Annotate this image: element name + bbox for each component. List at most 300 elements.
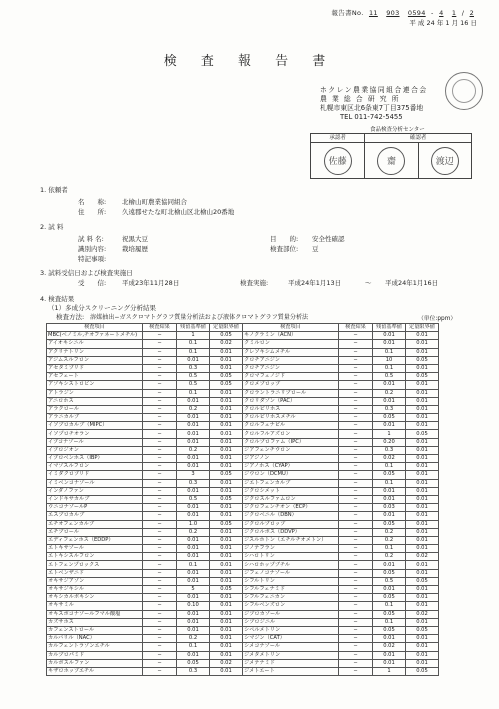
organization-block	[320, 86, 428, 122]
cell-item: クロルフルアズロン	[243, 430, 339, 438]
cell-quantitation-limit: 0.05	[210, 373, 243, 381]
cell-item: ジアノホス（CYAP）	[243, 463, 339, 471]
cell-result: −	[339, 364, 373, 372]
table-row	[243, 479, 439, 487]
cell-item: イプロベンホス（IBP）	[47, 455, 143, 463]
column-header-item: 検査項目	[47, 324, 143, 332]
cell-residue-standard: 1	[373, 667, 406, 675]
cell-item: オキサミル	[47, 602, 143, 610]
table-row	[47, 618, 243, 626]
cell-quantitation-limit: 0.01	[406, 569, 439, 577]
cell-residue-standard: 0.5	[373, 373, 406, 381]
cell-item: アセフェート	[47, 373, 143, 381]
cell-item: カルフェントラゾンエチル	[47, 643, 143, 651]
institute-name: 農 業 総 合 研 究 所	[320, 95, 401, 103]
table-header-row	[243, 324, 439, 332]
table-header-row	[47, 324, 243, 332]
cell-quantitation-limit: 0.01	[406, 618, 439, 626]
table-row	[243, 438, 439, 446]
cell-item: キノクラミン（ACN）	[243, 332, 339, 340]
cell-residue-standard: 0.2	[373, 536, 406, 544]
cell-item: MBC(ベノミル,チオファネートメチル)	[47, 332, 143, 340]
table-row	[47, 659, 243, 667]
approval-box	[310, 133, 472, 179]
cell-quantitation-limit: 0.01	[210, 626, 243, 634]
cell-result: −	[339, 569, 373, 577]
table-row	[47, 430, 243, 438]
table-row	[47, 667, 243, 675]
cell-quantitation-limit: 0.01	[406, 512, 439, 520]
cell-item: エディフェンホス（EDDP）	[47, 536, 143, 544]
cell-result: −	[143, 479, 177, 487]
cell-quantitation-limit: 0.01	[210, 536, 243, 544]
results-table-right	[242, 323, 439, 676]
cell-residue-standard: 0.1	[177, 348, 210, 356]
table-row	[243, 471, 439, 479]
cell-result: −	[339, 545, 373, 553]
cell-result: −	[339, 463, 373, 471]
cell-item: シフルフェナミド	[243, 586, 339, 594]
table-row	[243, 364, 439, 372]
special-notes-label: 特記事項:	[78, 255, 107, 263]
cell-item: ジプロカゾール	[243, 610, 339, 618]
cell-quantitation-limit: 0.05	[210, 495, 243, 503]
cell-residue-standard: 1.0	[177, 520, 210, 528]
table-row	[47, 414, 243, 422]
cell-residue-standard: 0.02	[373, 455, 406, 463]
cell-item: オキサジキシル	[47, 586, 143, 594]
cell-item: ジノテフラン	[243, 545, 339, 553]
cell-item: ウニコナゾールP	[47, 504, 143, 512]
cell-result: −	[143, 446, 177, 454]
cell-result: −	[339, 471, 373, 479]
cell-residue-standard: 0.01	[373, 635, 406, 643]
cell-residue-standard: 0.01	[177, 356, 210, 364]
cell-item: イプコナゾール	[47, 438, 143, 446]
cell-quantitation-limit: 0.02	[210, 340, 243, 348]
cell-residue-standard: 0.01	[373, 397, 406, 405]
cell-quantitation-limit: 0.01	[406, 643, 439, 651]
table-row	[243, 446, 439, 454]
cell-quantitation-limit: 0.01	[210, 348, 243, 356]
column-header-quantitation-limit: 定量限界値	[210, 324, 243, 332]
cell-result: −	[143, 471, 177, 479]
table-row	[47, 373, 243, 381]
table-row	[243, 651, 439, 659]
execution-from: 平成24年1月13日	[288, 279, 342, 287]
cell-item: カルボスルファン	[47, 659, 143, 667]
cell-quantitation-limit: 0.01	[210, 504, 243, 512]
organization-name: ホクレン農業協同組合連合会	[320, 86, 428, 94]
report-number-part: 0594	[407, 9, 426, 17]
cell-result: −	[339, 659, 373, 667]
report-number	[332, 8, 478, 17]
cell-quantitation-limit: 0.01	[406, 561, 439, 569]
checker-header: 確認者	[364, 134, 471, 143]
cell-residue-standard: 0.3	[177, 479, 210, 487]
cell-quantitation-limit: 0.01	[210, 446, 243, 454]
inspection-part-value: 豆	[312, 245, 319, 253]
cell-item: ジメトエート	[243, 667, 339, 675]
cell-quantitation-limit: 0.02	[210, 659, 243, 667]
cell-result: −	[143, 397, 177, 405]
cell-residue-standard: 0.01	[177, 651, 210, 659]
cell-residue-standard: 5	[177, 586, 210, 594]
cell-item: クロリダゾン（PAC）	[243, 397, 339, 405]
cell-residue-standard: 0.01	[177, 455, 210, 463]
cell-item: キザロホップエチル	[47, 667, 143, 675]
cell-item: イミベンコナゾール	[47, 479, 143, 487]
cell-quantitation-limit: 0.01	[406, 463, 439, 471]
cell-item: シハロトリン	[243, 553, 339, 561]
cell-item: クロチアニジン	[243, 356, 339, 364]
cell-result: −	[143, 561, 177, 569]
execution-separator: 〜	[365, 279, 372, 287]
report-number-label: 報告書No.	[331, 9, 364, 17]
cell-residue-standard: 0.01	[177, 610, 210, 618]
cell-residue-standard: 0.01	[177, 536, 210, 544]
cell-quantitation-limit: 0.01	[406, 446, 439, 454]
organization-seal-icon	[445, 72, 483, 110]
cell-residue-standard: 0.1	[373, 348, 406, 356]
cell-quantitation-limit: 0.01	[210, 553, 243, 561]
table-row	[243, 520, 439, 528]
cell-quantitation-limit: 0.01	[210, 635, 243, 643]
table-row	[243, 635, 439, 643]
cell-result: −	[143, 520, 177, 528]
cell-item: ジアフェンチウロン	[243, 446, 339, 454]
received-label: 受 信:	[78, 279, 107, 287]
requester-address-value: 久遠郡せたな町北檜山区北檜山20番地	[122, 208, 235, 216]
identification-label: 識別内容:	[78, 245, 107, 253]
table-row	[243, 618, 439, 626]
cell-item: ジエトフェンカルブ	[243, 479, 339, 487]
cell-result: −	[143, 455, 177, 463]
cell-residue-standard: 0.01	[177, 594, 210, 602]
table-row	[47, 364, 243, 372]
cell-quantitation-limit: 0.05	[210, 332, 243, 340]
table-row	[243, 569, 439, 577]
cell-residue-standard: 0.01	[373, 340, 406, 348]
cell-quantitation-limit: 0.01	[406, 520, 439, 528]
table-row	[243, 545, 439, 553]
cell-result: −	[143, 495, 177, 503]
cell-item: イマゾスルフロン	[47, 463, 143, 471]
column-header-residue-standard: 残留基準値	[177, 324, 210, 332]
cell-quantitation-limit: 0.01	[406, 389, 439, 397]
cell-quantitation-limit: 0.01	[406, 405, 439, 413]
cell-residue-standard: 0.2	[177, 405, 210, 413]
cell-result: −	[143, 659, 177, 667]
table-row	[47, 348, 243, 356]
cell-item: オキスポコナゾールフマル酸塩	[47, 610, 143, 618]
report-date: 平 成 24 年 1 月 16 日	[409, 19, 477, 27]
cell-residue-standard: 0.01	[373, 651, 406, 659]
cell-residue-standard: 0.01	[373, 381, 406, 389]
cell-result: −	[339, 381, 373, 389]
cell-residue-standard: 0.01	[373, 561, 406, 569]
cell-quantitation-limit: 0.01	[406, 594, 439, 602]
cell-result: −	[339, 332, 373, 340]
cell-item: ジクロルプロップ	[243, 520, 339, 528]
cell-residue-standard: 0.01	[177, 569, 210, 577]
table-row	[243, 373, 439, 381]
table-row	[47, 446, 243, 454]
identification-value: 栽培履歴	[122, 245, 148, 253]
cell-item: シマジン（CAT）	[243, 635, 339, 643]
cell-item: アニロホス	[47, 397, 143, 405]
cell-item: ジスルホトン（エチルチオメトン）	[243, 536, 339, 544]
cell-result: −	[339, 340, 373, 348]
cell-residue-standard: 0.01	[373, 659, 406, 667]
cell-result: −	[339, 405, 373, 413]
cell-residue-standard: 0.01	[177, 512, 210, 520]
cell-item: エスプロカルブ	[47, 512, 143, 520]
cell-quantitation-limit: 0.01	[210, 389, 243, 397]
approver-stamp-icon: 佐藤	[324, 147, 352, 175]
table-row	[47, 463, 243, 471]
cell-result: −	[143, 528, 177, 536]
method-label: 検査方法:	[56, 313, 85, 321]
requester-name-label: 名 称:	[78, 198, 107, 206]
cell-item: クロルピリホス	[243, 405, 339, 413]
table-row	[243, 536, 439, 544]
table-row	[47, 643, 243, 651]
cell-item: アジムスルフロン	[47, 356, 143, 364]
cell-item: インダノファン	[47, 487, 143, 495]
cell-residue-standard: 0.2	[177, 446, 210, 454]
cell-residue-standard: 0.1	[373, 463, 406, 471]
cell-quantitation-limit: 0.01	[406, 651, 439, 659]
sample-name-value: 祝黒大豆	[122, 235, 148, 243]
table-row	[47, 545, 243, 553]
cell-item: シプロジニル	[243, 618, 339, 626]
cell-result: −	[339, 618, 373, 626]
table-row	[47, 561, 243, 569]
table-row	[47, 340, 243, 348]
cell-result: −	[339, 512, 373, 520]
cell-quantitation-limit: 0.01	[210, 602, 243, 610]
cell-residue-standard: 0.1	[373, 602, 406, 610]
table-row	[47, 610, 243, 618]
table-row	[47, 438, 243, 446]
section-sample-heading: 2. 試 料	[40, 223, 64, 231]
cell-result: −	[339, 561, 373, 569]
cell-quantitation-limit: 0.01	[210, 414, 243, 422]
table-row	[243, 528, 439, 536]
cell-item: カズサホス	[47, 618, 143, 626]
cell-result: −	[143, 667, 177, 675]
cell-residue-standard: 0.1	[177, 643, 210, 651]
cell-result: −	[143, 626, 177, 634]
table-row	[243, 561, 439, 569]
cell-quantitation-limit: 0.01	[406, 659, 439, 667]
cell-result: −	[339, 397, 373, 405]
cell-quantitation-limit: 0.01	[406, 536, 439, 544]
cell-result: −	[143, 381, 177, 389]
cell-result: −	[143, 364, 177, 372]
table-row	[47, 569, 243, 577]
cell-residue-standard: 3	[177, 471, 210, 479]
cell-residue-standard: 0.05	[373, 594, 406, 602]
execution-to: 平成24年1月16日	[385, 279, 439, 287]
cell-result: −	[339, 389, 373, 397]
cell-result: −	[339, 651, 373, 659]
cell-item: ジウロン（DCMU）	[243, 471, 339, 479]
cell-residue-standard: 0.05	[177, 659, 210, 667]
cell-result: −	[143, 389, 177, 397]
cell-residue-standard: 0.2	[373, 389, 406, 397]
cell-quantitation-limit: 0.01	[406, 602, 439, 610]
cell-quantitation-limit: 0.01	[210, 561, 243, 569]
table-row	[47, 356, 243, 364]
cell-residue-standard: 0.05	[373, 626, 406, 634]
cell-quantitation-limit: 0.01	[406, 455, 439, 463]
cell-result: −	[339, 356, 373, 364]
cell-item: エトフェンプロックス	[47, 561, 143, 569]
cell-result: −	[339, 577, 373, 585]
cell-quantitation-limit: 0.05	[406, 667, 439, 675]
table-row	[243, 577, 439, 585]
cell-quantitation-limit: 0.01	[406, 364, 439, 372]
cell-quantitation-limit: 0.01	[210, 651, 243, 659]
cell-residue-standard: 0.01	[177, 414, 210, 422]
cell-quantitation-limit: 0.01	[210, 364, 243, 372]
cell-quantitation-limit: 0.01	[406, 586, 439, 594]
cell-residue-standard: 0.01	[177, 422, 210, 430]
report-number-part: -	[431, 9, 434, 17]
cell-residue-standard: 0.01	[177, 397, 210, 405]
cell-quantitation-limit: 0.01	[210, 545, 243, 553]
column-header-result: 検査結果	[143, 324, 177, 332]
section-dates-heading: 3. 試料受信日および検査実施日	[40, 269, 133, 277]
cell-residue-standard: 0.01	[373, 512, 406, 520]
cell-residue-standard: 0.3	[373, 405, 406, 413]
table-row	[47, 455, 243, 463]
requester-name-value: 北檜山町農業協同組合	[122, 198, 187, 206]
method-value: 溶媒抽出−ガスクロマトグラフ質量分析法および液体クロマトグラフ質量分析法	[90, 314, 309, 321]
cell-item: クレソキシムメチル	[243, 348, 339, 356]
cell-quantitation-limit: 0.01	[406, 332, 439, 340]
analysis-center-label: 食品検査分析センター	[370, 127, 425, 133]
cell-result: −	[339, 553, 373, 561]
cell-result: −	[143, 553, 177, 561]
cell-result: −	[339, 446, 373, 454]
cell-item: シハロホップブチル	[243, 561, 339, 569]
cell-residue-standard: 0.01	[373, 495, 406, 503]
cell-result: −	[339, 438, 373, 446]
cell-residue-standard: 0.05	[373, 569, 406, 577]
organization-address: 札幌市東区北6条東7丁目375番地	[320, 104, 424, 112]
table-row	[243, 504, 439, 512]
cell-result: −	[143, 536, 177, 544]
results-table-left	[46, 323, 243, 676]
table-row	[243, 667, 439, 675]
cell-result: −	[143, 463, 177, 471]
cell-quantitation-limit: 0.01	[406, 545, 439, 553]
cell-result: −	[143, 586, 177, 594]
cell-result: −	[143, 577, 177, 585]
cell-residue-standard: 1	[177, 332, 210, 340]
checker-stamp-cell	[364, 143, 417, 178]
cell-residue-standard: 0.2	[373, 553, 406, 561]
requester-address-label: 住 所:	[78, 208, 107, 216]
table-row	[47, 471, 243, 479]
table-row	[47, 479, 243, 487]
cell-result: −	[143, 504, 177, 512]
organization-tel: TEL 011-742-5455	[340, 113, 403, 121]
cell-item: エチプロール	[47, 528, 143, 536]
table-row	[47, 635, 243, 643]
cell-item: クミルロン	[243, 340, 339, 348]
cell-item: クロマフェノジド	[243, 373, 339, 381]
cell-quantitation-limit: 0.01	[406, 397, 439, 405]
cell-item: ジクロルボス（DDVP）	[243, 528, 339, 536]
report-number-part: 4	[439, 9, 444, 17]
table-row	[243, 487, 439, 495]
cell-result: −	[143, 340, 177, 348]
cell-item: ジクロベニル（DBN）	[243, 512, 339, 520]
cell-result: −	[143, 602, 177, 610]
cell-residue-standard: 0.01	[177, 438, 210, 446]
cell-quantitation-limit: 0.05	[210, 381, 243, 389]
cell-result: −	[339, 348, 373, 356]
cell-residue-standard: 0.01	[177, 577, 210, 585]
cell-item: アラクロール	[47, 405, 143, 413]
cell-residue-standard: 0.1	[177, 340, 210, 348]
table-row	[243, 414, 439, 422]
cell-result: −	[339, 594, 373, 602]
results-subheading: （1）多成分スクリーニング分析結果	[48, 304, 157, 312]
table-row	[47, 626, 243, 634]
cell-quantitation-limit: 0.05	[210, 471, 243, 479]
cell-residue-standard: 0.2	[177, 635, 210, 643]
cell-quantitation-limit: 0.01	[210, 479, 243, 487]
cell-result: −	[339, 610, 373, 618]
cell-item: ジメタメトリン	[243, 651, 339, 659]
approver-header: 承認者	[311, 134, 364, 143]
cell-item: ジクロシメット	[243, 487, 339, 495]
table-row	[47, 397, 243, 405]
cell-residue-standard: 0.02	[373, 643, 406, 651]
table-row	[47, 520, 243, 528]
cell-quantitation-limit: 0.01	[406, 471, 439, 479]
table-row	[243, 602, 439, 610]
cell-item: カルバリル（NAC）	[47, 635, 143, 643]
cell-residue-standard: 0.3	[373, 446, 406, 454]
table-row	[243, 495, 439, 503]
cell-item: クロチアニジン	[243, 364, 339, 372]
cell-quantitation-limit: 0.01	[210, 667, 243, 675]
cell-quantitation-limit: 0.05	[406, 430, 439, 438]
cell-residue-standard: 0.01	[177, 504, 210, 512]
column-header-quantitation-limit: 定量限界値	[406, 324, 439, 332]
cell-item: シフルフェニカン	[243, 594, 339, 602]
cell-result: −	[143, 414, 177, 422]
cell-residue-standard: 0.1	[177, 389, 210, 397]
document-title: 検 査 報 告 書	[163, 54, 336, 69]
cell-item: アゾキシストロビン	[47, 381, 143, 389]
cell-quantitation-limit: 0.01	[406, 381, 439, 389]
cell-item: クロルプロファム（IPC）	[243, 438, 339, 446]
table-row	[47, 586, 243, 594]
cell-result: −	[143, 594, 177, 602]
cell-residue-standard: 0.01	[373, 487, 406, 495]
cell-result: −	[143, 332, 177, 340]
cell-item: エトキシスルフロン	[47, 553, 143, 561]
cell-quantitation-limit: 0.01	[210, 487, 243, 495]
cell-quantitation-limit: 0.01	[210, 618, 243, 626]
